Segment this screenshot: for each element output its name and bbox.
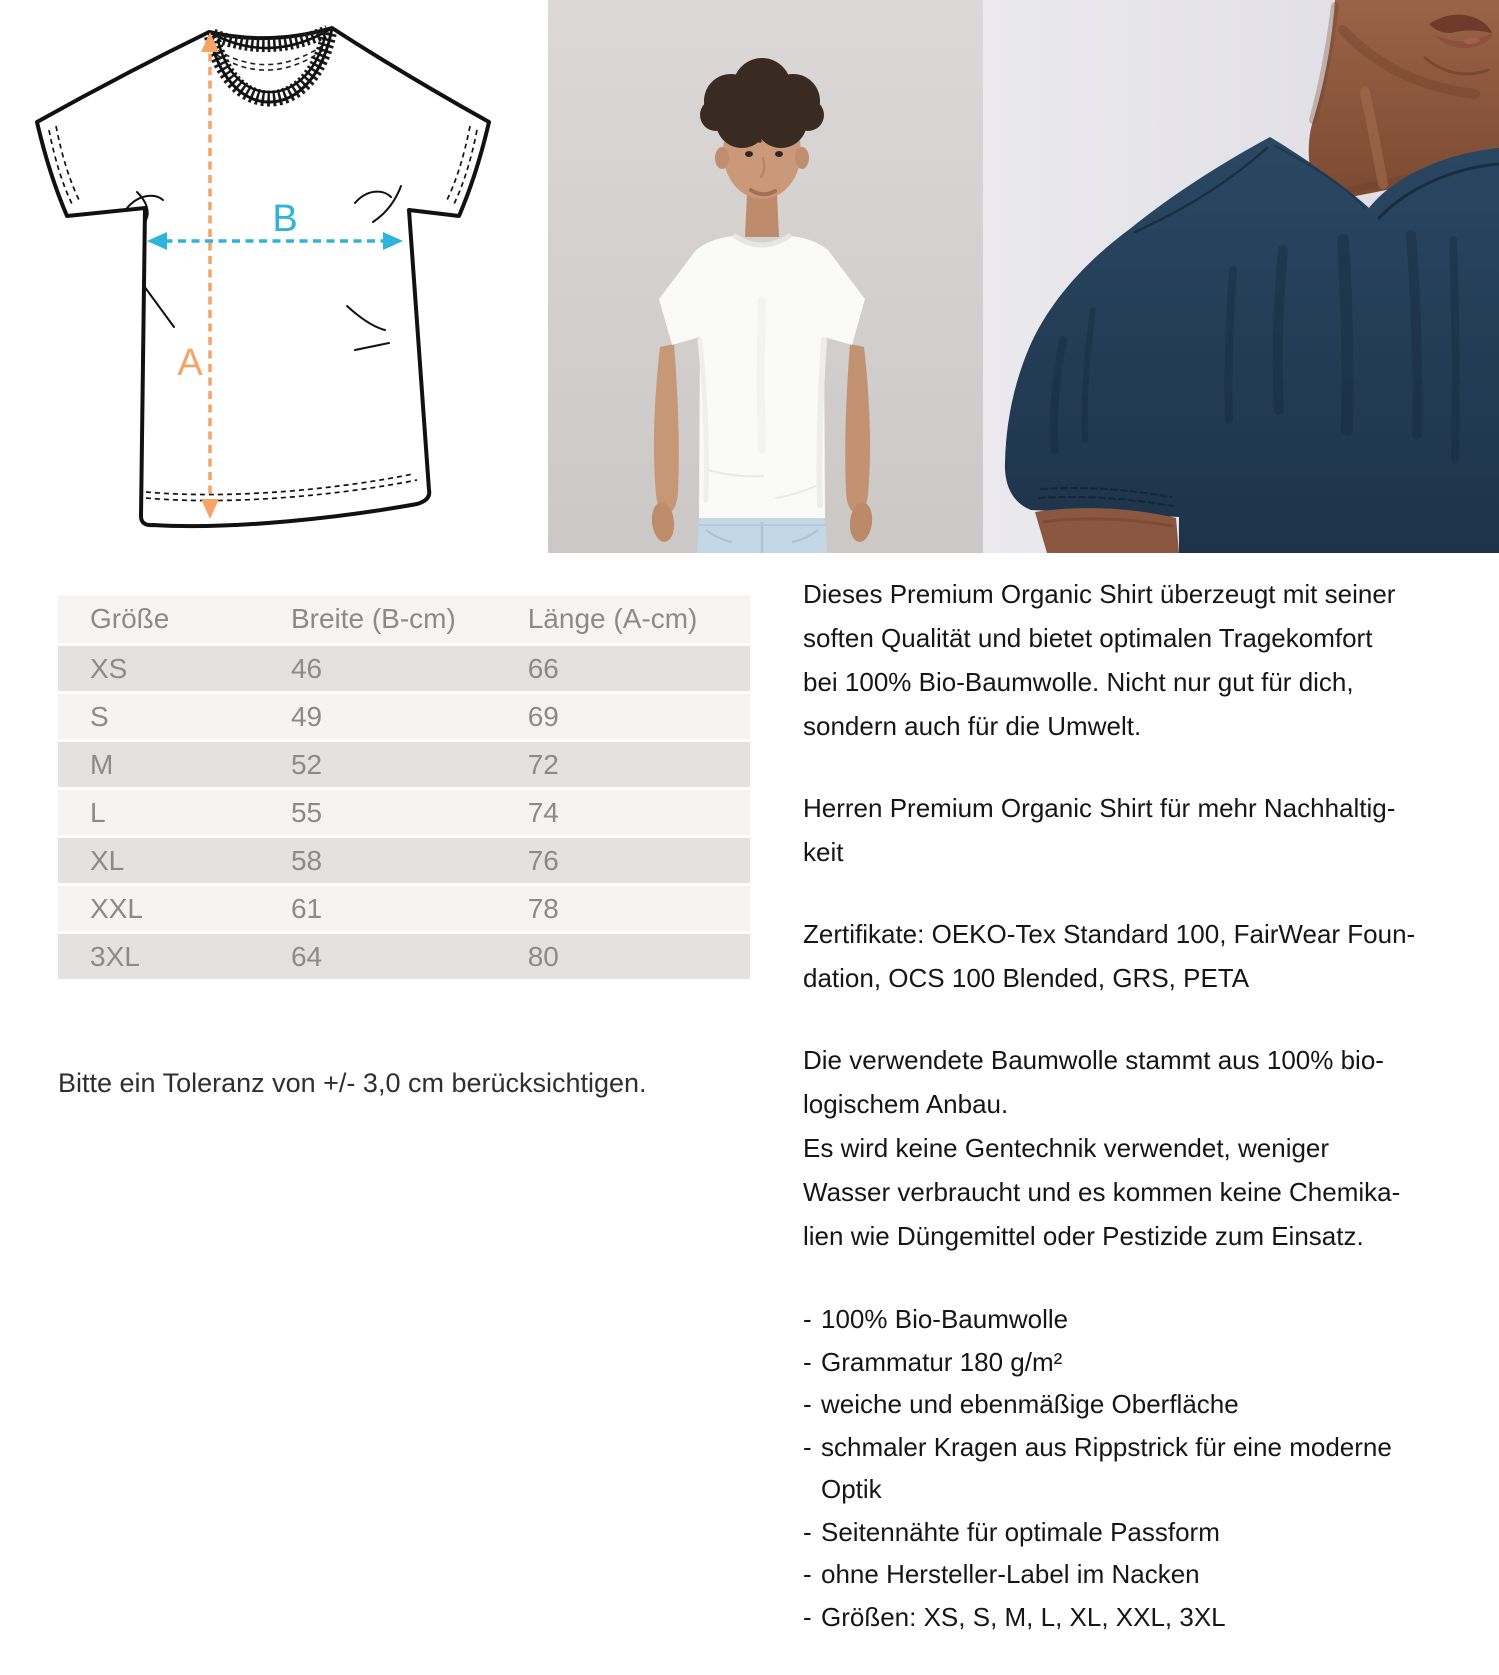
model-left-ear [715,147,729,169]
text-line: Zertifikate: OEKO-Tex Standard 100, FairWear Foun- [803,919,1416,949]
table-cell: 69 [527,700,559,732]
bullet-text [821,1298,1068,1341]
text-line: keit [803,837,844,867]
bullet-text [821,1383,1239,1426]
bullet-text [821,1341,1062,1384]
text-line: Die verwendete Baumwolle stammt aus 100% bio- [803,1045,1384,1075]
product-description-text [803,572,1499,1638]
bullet-marker: - [803,1431,812,1462]
bullet-item [803,1426,1499,1511]
bullet-marker: - [803,1304,812,1334]
bullet-marker: - [803,1389,812,1419]
model-photo-front [548,0,983,553]
table-cell: 3XL [90,940,140,972]
bullet-text [821,1553,1200,1596]
bullet-item [803,1383,1499,1426]
paragraph [803,1038,1499,1258]
text-line: logischem Anbau. [803,1089,1009,1119]
paragraph [803,572,1499,748]
bullet-marker: - [803,1601,812,1632]
text-line: bei 100% Bio-Baumwolle. Nicht nur gut für dich, [803,667,1354,697]
bullet-item [803,1341,1499,1384]
table-cell: 55 [290,796,323,828]
table-cell: L [90,796,106,828]
table-cell: XS [90,652,128,684]
text-line: Seitennähte für optimale Passform [821,1516,1220,1547]
bullet-marker: - [803,1516,812,1547]
size-table-header [58,595,750,645]
table-cell: 78 [527,892,559,924]
bullet-item [803,1511,1499,1554]
table-cell: 72 [527,748,559,780]
measure-label-b: B [272,198,298,240]
text-line: Dieses Premium Organic Shirt überzeugt mit seiner [803,579,1396,609]
table-cell: 52 [290,748,323,780]
size-table-body [58,645,750,981]
column-header: Breite (B-cm) [290,603,456,634]
tshirt-measurement-diagram [25,0,495,535]
bullet-text [821,1426,1392,1511]
bullet-item [803,1298,1499,1341]
size-table [58,595,750,982]
table-header-row [58,595,750,645]
table-cell: 64 [290,940,323,972]
text-line: Grammatur 180 g/m² [821,1346,1063,1377]
table-cell: M [90,748,114,780]
measure-label-a: A [177,342,203,384]
detail-arm-skin [1035,508,1179,553]
text-line: sondern auch für die Umwelt. [803,711,1142,741]
bullet-text [821,1596,1226,1639]
table-row [58,885,750,933]
paragraph [803,786,1499,874]
text-line: Wasser verbraucht und es kommen keine Chemika- [803,1177,1401,1207]
table-row [58,693,750,741]
table-cell: 76 [527,844,559,876]
text-line: ohne Hersteller-Label im Nacken [821,1559,1200,1589]
table-row [58,837,750,885]
column-header: Größe [90,603,170,634]
table-cell: XL [90,844,125,876]
text-line: Größen: XS, S, M, L, XL, XXL, 3XL [821,1601,1226,1632]
text-line: Optik [821,1474,882,1504]
text-line: lien wie Düngemittel oder Pestizide zum Einsatz. [803,1221,1364,1251]
bullet-text [821,1511,1220,1554]
table-cell: 66 [527,652,559,684]
table-cell: XXL [90,892,143,924]
fabric-detail-photo [983,0,1499,553]
model-neck [745,193,779,237]
tolerance-note: Bitte ein Toleranz von +/- 3,0 cm berücksichtigen. [58,1068,647,1098]
description-bullet-list [803,1298,1499,1638]
bullet-item [803,1553,1499,1596]
table-cell: 74 [527,796,559,828]
table-cell: 46 [290,652,323,684]
description-paragraphs [803,572,1499,1258]
table-row [58,741,750,789]
bullet-marker: - [803,1559,812,1589]
bullet-marker: - [803,1346,812,1377]
paragraph [803,912,1499,1000]
text-line: schmaler Kragen aus Rippstrick für eine moderne [821,1431,1392,1462]
model-jeans [697,518,827,553]
table-row [58,789,750,837]
model-right-ear [795,147,809,169]
table-cell: 58 [290,844,323,876]
text-line: weiche und ebenmäßige Oberfläche [821,1389,1239,1419]
table-cell: 80 [527,940,559,972]
table-cell: S [90,700,109,732]
table-cell: 61 [290,892,323,924]
text-line: soften Qualität und bietet optimalen Tragekomfort [803,623,1373,653]
text-line: Es wird keine Gentechnik verwendet, weniger [803,1133,1330,1163]
text-line: dation, OCS 100 Blended, GRS, PETA [803,963,1250,993]
text-line: 100% Bio-Baumwolle [821,1304,1069,1334]
table-row [58,645,750,693]
text-line: Herren Premium Organic Shirt für mehr Nachhaltig- [803,793,1396,823]
table-cell: 49 [290,700,323,732]
column-header: Länge (A-cm) [527,603,698,634]
table-row [58,933,750,981]
bullet-item [803,1596,1499,1639]
